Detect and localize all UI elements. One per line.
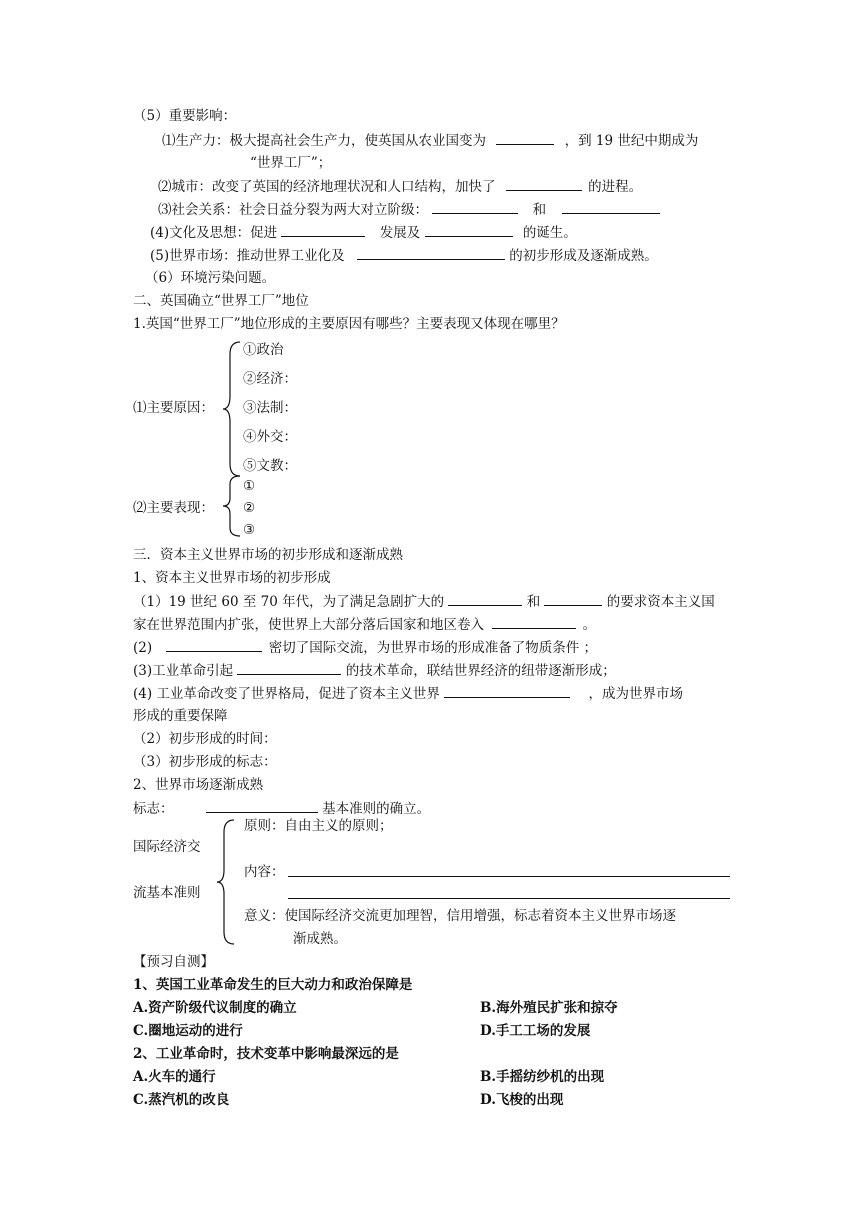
form-sign: （3）初步形成的标志： <box>133 754 277 770</box>
market-line-4-text: (4) 工业革命改变了世界格局，促进了资本主义世界 <box>133 686 440 702</box>
rules-label: 流基本准则 <box>133 885 201 901</box>
quiz-question-1: 1、英国工业革命发生的巨大动力和政治保障是 <box>133 977 413 993</box>
impact-society <box>158 199 660 220</box>
blank-field[interactable] <box>432 199 518 214</box>
quiz-option[interactable]: C.蒸汽机的改良 <box>133 1092 230 1108</box>
blank-field[interactable] <box>357 245 505 260</box>
market-line-1-text: （1）19 世纪 60 至 70 年代，为了满足急剧扩大的 <box>133 594 445 610</box>
subsection-one: 1、资本主义世界市场的初步形成 <box>133 570 331 586</box>
rule-content: 内容： <box>244 864 285 880</box>
impact-market-text-2: 的初步形成及逐渐成熟。 <box>509 248 658 264</box>
blank-field[interactable] <box>544 591 602 606</box>
blank-field[interactable] <box>425 222 513 237</box>
blank-field[interactable] <box>448 591 522 606</box>
market-line-2-text: 密切了国际交流，为世界市场的形成准备了物质条件 ； <box>268 640 598 656</box>
blank-field[interactable] <box>281 222 365 237</box>
world-factory-text: “世界工厂”； <box>250 155 332 171</box>
blank-field[interactable] <box>444 683 570 698</box>
impact-culture <box>150 222 577 243</box>
impact-society-and: 和 <box>532 202 547 218</box>
blank-field[interactable] <box>496 130 554 145</box>
quiz-option[interactable]: A.火车的通行 <box>133 1069 216 1085</box>
show-brace <box>222 474 244 538</box>
reason-item: ①政治 <box>243 342 284 358</box>
impact-market-text: (5)世界市场：推动世界工业化及 <box>150 248 345 264</box>
market-line-2-num: (2) <box>133 640 153 656</box>
subsection-two: 2、世界市场逐渐成熟 <box>133 777 264 793</box>
impact-culture-text-2: 发展及 <box>379 225 421 241</box>
rule-principle: 原则：自由主义的原则； <box>244 818 393 834</box>
content-answer-line[interactable] <box>288 898 730 899</box>
blank-field[interactable] <box>237 660 341 675</box>
quiz-option[interactable]: B.手摇纺纱机的出现 <box>480 1069 605 1085</box>
impact-environment: （6）环境污染问题。 <box>145 270 276 286</box>
impact-market <box>150 245 658 266</box>
quiz-option[interactable]: D.手工工场的发展 <box>480 1023 591 1039</box>
impact-culture-text-3: 的诞生。 <box>522 225 577 241</box>
section-two-heading: 二、英国确立“世界工厂”地位 <box>133 293 309 309</box>
rules-brace <box>216 818 238 946</box>
content-answer-line[interactable] <box>288 876 730 877</box>
quiz-option[interactable]: A.资产阶级代议制度的确立 <box>133 1000 297 1016</box>
market-line-3 <box>133 660 616 681</box>
impact-productivity-text: ⑴生产力：极大提高社会生产力，使英国从农业国变为 <box>162 133 486 149</box>
market-line-2 <box>133 637 597 658</box>
impact-title: （5）重要影响： <box>133 108 237 124</box>
impact-city <box>158 176 642 197</box>
impact-culture-text: (4)文化及思想：促进 <box>150 225 278 241</box>
market-line-1b-text: 家在世界范围内扩张，使世界上大部分落后国家和地区卷入 <box>133 617 484 633</box>
rules-label: 国际经济交 <box>133 839 201 855</box>
reason-item: ⑤文教： <box>243 458 297 474</box>
reasons-brace <box>222 340 244 478</box>
impact-city-text-2: 的进程。 <box>588 179 643 195</box>
rule-meaning: 意义：使国际经济交流更加理智，信用增强，标志着资本主义世界市场逐 <box>244 908 676 924</box>
show-item: ① <box>243 478 256 494</box>
reason-item: ④外交： <box>243 429 297 445</box>
show-item: ② <box>243 500 256 516</box>
maturity-sign-label: 标志： <box>133 801 174 817</box>
market-line-1b-end: 。 <box>582 617 597 633</box>
quiz-option[interactable]: B.海外殖民扩张和掠夺 <box>480 1000 618 1016</box>
market-line-3-text-2: 的技术革命，联结世界经济的纽带逐渐形成； <box>345 663 616 679</box>
impact-society-text: ⑶社会关系：社会日益分裂为两大对立阶级： <box>158 202 428 218</box>
market-line-3-text: (3)工业革命引起 <box>133 663 234 679</box>
market-line-4 <box>133 683 683 704</box>
blank-field[interactable] <box>206 798 318 813</box>
reason-item: ②经济： <box>243 371 297 387</box>
impact-productivity <box>162 130 698 151</box>
impact-productivity-text-2: ，到 19 世纪中期成为 <box>564 133 699 149</box>
market-line-1-and: 和 <box>526 594 541 610</box>
blank-field[interactable] <box>492 614 576 629</box>
section-three-heading: 三．资本主义世界市场的初步形成和逐渐成熟 <box>133 547 403 563</box>
form-time: （2）初步形成的时间： <box>133 731 277 747</box>
quiz-heading: 【预习自测】 <box>133 954 214 970</box>
blank-field[interactable] <box>562 199 660 214</box>
show-item: ③ <box>243 522 256 538</box>
quiz-option[interactable]: C.圈地运动的进行 <box>133 1023 243 1039</box>
market-line-4b: 形成的重要保障 <box>133 708 228 724</box>
market-line-1-text-2: 的要求资本主义国 <box>606 594 715 610</box>
blank-field[interactable] <box>166 637 262 652</box>
maturity-sign-text: 基本准则的确立。 <box>322 801 431 817</box>
reason-item: ③法制： <box>243 400 297 416</box>
reasons-label: ⑴主要原因： <box>133 400 214 416</box>
show-label: ⑵主要表现： <box>133 500 214 516</box>
blank-field[interactable] <box>506 176 582 191</box>
market-line-1b <box>133 614 596 635</box>
quiz-option[interactable]: D.飞梭的出现 <box>480 1092 564 1108</box>
market-line-4-text-2: ，成为世界市场 <box>588 686 684 702</box>
rule-meaning-cont: 渐成熟。 <box>293 931 347 947</box>
market-line-1 <box>133 591 715 612</box>
section-two-question: 1.英国“世界工厂”地位形成的主要原因有哪些？主要表现又体现在哪里？ <box>133 316 565 332</box>
quiz-question-2: 2、工业革命时，技术变革中影响最深远的是 <box>133 1046 399 1062</box>
impact-city-text: ⑵城市：改变了英国的经济地理状况和人口结构，加快了 <box>158 179 496 195</box>
